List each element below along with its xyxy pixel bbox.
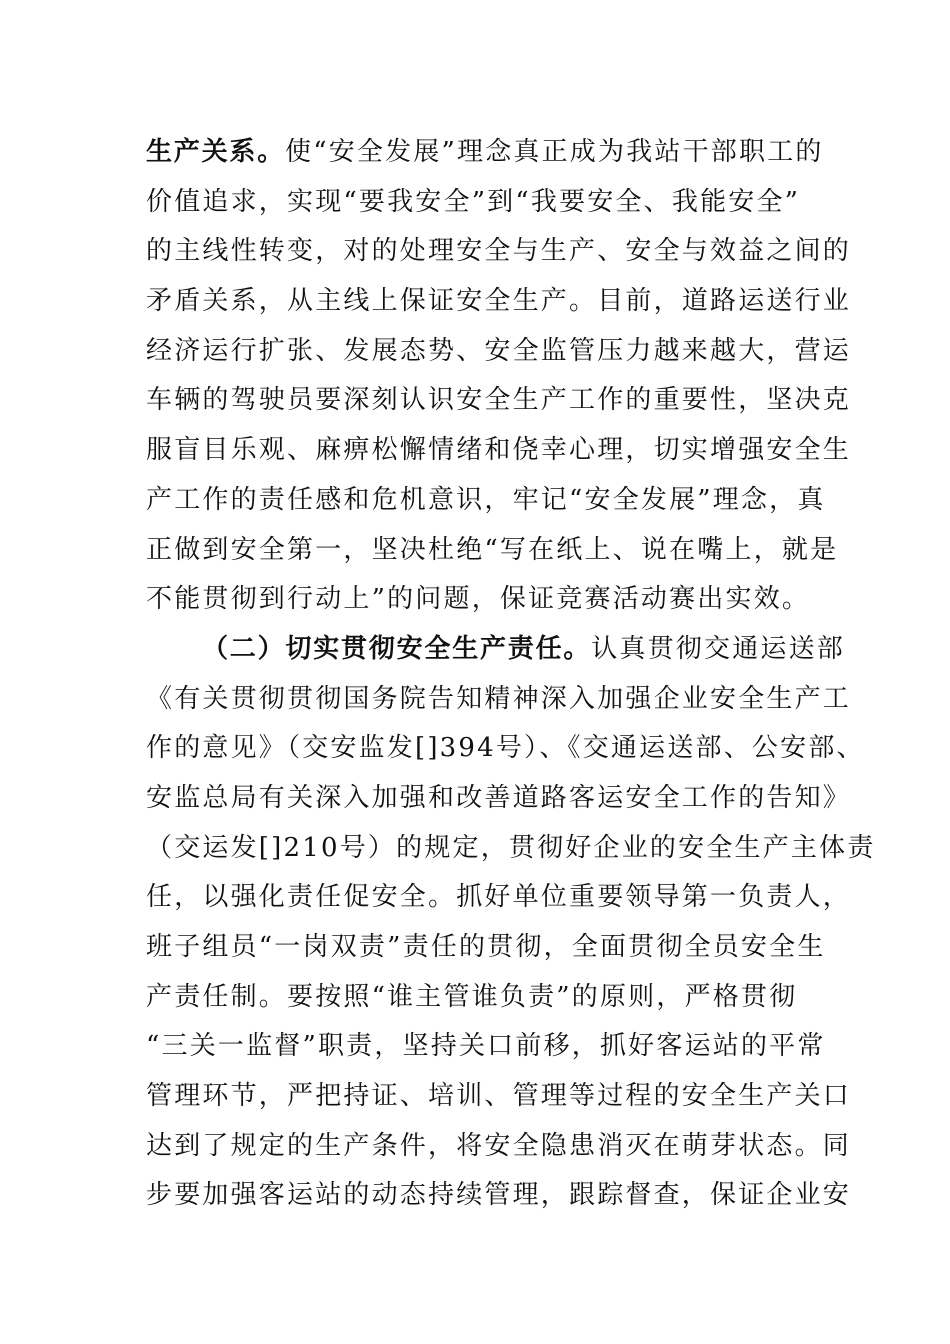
text-line: [146, 973, 836, 1023]
line-text: 产工作的责任感和危机意识，牢记“安全发展”理念，真: [146, 484, 826, 515]
text-line: [146, 327, 852, 377]
line-text: 的主线性转变，对的处理安全与生产、安全与效益之间的: [146, 236, 852, 267]
text-line: [146, 923, 836, 973]
line-text: 矛盾关系，从主线上保证安全生产。目前，道路运送行业: [146, 286, 852, 317]
section-heading: （二）切实贯彻安全生产责任。: [202, 633, 592, 664]
text-line: [146, 227, 852, 277]
line-text: 达到了规定的生产条件，将安全隐患消灭在萌芽状态。同: [146, 1130, 852, 1161]
line-text: 服盲目乐观、麻痹松懈情绪和侥幸心理，切实增强安全生: [146, 435, 852, 466]
text-line: [146, 1171, 852, 1221]
text-line: [146, 1072, 852, 1122]
text-line: [146, 476, 836, 526]
line-text: “三关一监督”职责，坚持关口前移，抓好客运站的平常: [146, 1031, 826, 1062]
text-line: [146, 376, 852, 426]
text-line: [146, 575, 836, 625]
text-line: [146, 426, 852, 476]
text-line: [146, 1122, 852, 1172]
line-text: 《有关贯彻贯彻国务院告知精神深入加强企业安全生产工: [146, 683, 852, 714]
line-text: 认真贯彻交通运送部: [591, 633, 846, 664]
line-text: 作的意见》（交安监发[]394号）、《交通运送部、公安部、: [146, 733, 865, 764]
line-text: 经济运行扩张、发展态势、安全监管压力越来越大，营运: [146, 335, 852, 366]
line-text: 步要加强客运站的动态持续管理，跟踪督查，保证企业安: [146, 1180, 852, 1211]
line-text: 车辆的驾驶员要深刻认识安全生产工作的重要性，坚决克: [146, 385, 852, 416]
line-text: 安监总局有关深入加强和改善道路客运安全工作的告知》: [146, 782, 852, 813]
line-text: 价值追求，实现“要我安全”到“我要安全、我能安全”: [146, 186, 801, 217]
bold-phrase: 生产关系。: [146, 137, 286, 167]
text-line: [146, 774, 852, 824]
text-line: [146, 128, 836, 178]
line-text: 产责任制。要按照“谁主管谁负责”的原则，严格贯彻: [146, 981, 798, 1012]
line-text: 任，以强化责任促安全。抓好单位重要领导第一负责人，: [146, 882, 852, 913]
line-text: 不能贯彻到行动上”的问题，保证竞赛活动赛出实效。: [146, 584, 811, 615]
line-text: （交运发[]210号）的规定，贯彻好企业的安全生产主体责: [146, 832, 876, 863]
line-text: 正做到安全第一，坚决杜绝“写在纸上、说在嘴上，就是: [146, 534, 839, 565]
line-text: 班子组员“一岗双责”责任的贯彻，全面贯彻全员安全生: [146, 932, 826, 962]
text-line: [146, 724, 865, 774]
text-line: [146, 1022, 836, 1072]
text-line: [146, 824, 876, 874]
text-line: [146, 873, 852, 923]
text-line: [146, 277, 852, 327]
text-line: [146, 675, 852, 725]
section-heading-line: [146, 625, 846, 675]
body-text: [146, 128, 876, 1221]
text-line: [146, 178, 836, 228]
line-text: 使“安全发展”理念真正成为我站干部职工的: [285, 137, 824, 167]
text-line: [146, 526, 839, 576]
line-text: 管理环节，严把持证、培训、管理等过程的安全生产关口: [146, 1081, 852, 1112]
